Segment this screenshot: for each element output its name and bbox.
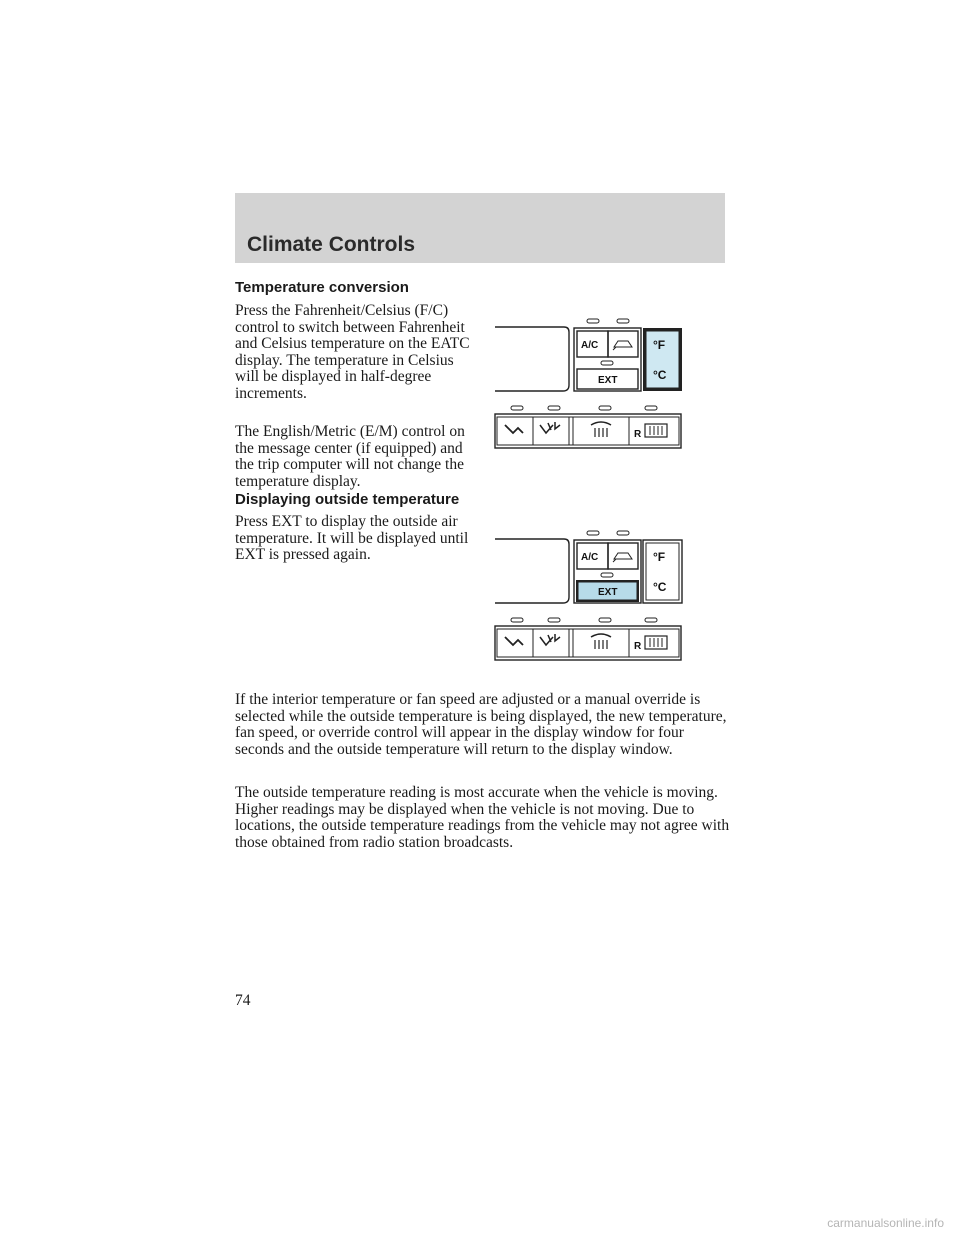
climate-panel-figure-fc (493, 315, 683, 465)
rear-defrost-icon[interactable] (634, 424, 667, 440)
paragraph-fc-control: Press the Fahrenheit/Celsius (F/C) control to switch between Fahrenheit and Celsius temperature on the EATC display. The temperature in Celsius will be displayed in half-degree increments. (235, 302, 470, 402)
indicator-light (599, 618, 611, 622)
fahrenheit-label: °F (653, 338, 666, 352)
panel-vent-icon[interactable] (505, 637, 523, 645)
heading-displaying-outside-temperature: Displaying outside temperature (235, 491, 460, 508)
indicator-light (645, 618, 657, 622)
section-header-band (235, 193, 725, 263)
windshield-defrost-icon[interactable] (591, 422, 611, 437)
ext-label: EXT (598, 375, 618, 386)
climate-panel-figure-ext (493, 527, 683, 677)
rear-defrost-icon[interactable] (634, 636, 667, 652)
rear-defrost-label: R (634, 641, 642, 652)
indicator-light (617, 531, 629, 535)
car-recirculation-icon (613, 553, 632, 562)
celsius-label: °C (653, 368, 667, 382)
paragraph-ext-button: Press EXT to display the outside air temperature. It will be displayed until EXT is pressed again. (235, 513, 469, 563)
fahrenheit-label: °F (653, 550, 666, 564)
page-number: 74 (235, 992, 251, 1009)
indicator-light (548, 618, 560, 622)
recirculation-button[interactable] (608, 543, 638, 569)
indicator-light (601, 361, 613, 365)
indicator-light (511, 618, 523, 622)
paragraph-em-control: The English/Metric (E/M) control on the message center (if equipped) and the trip computer will not change the temperature display. (235, 423, 465, 490)
panel-vent-icon[interactable] (505, 425, 523, 433)
floor-defrost-icon[interactable] (540, 422, 560, 433)
car-recirculation-icon (613, 341, 632, 350)
indicator-light (645, 406, 657, 410)
ac-label: A/C (581, 552, 599, 563)
floor-defrost-icon[interactable] (540, 634, 560, 645)
indicator-light (617, 319, 629, 323)
heading-temperature-conversion: Temperature conversion (235, 279, 409, 296)
indicator-light (587, 531, 599, 535)
windshield-defrost-icon[interactable] (591, 634, 611, 649)
indicator-light (599, 406, 611, 410)
indicator-light (511, 406, 523, 410)
display-window-outline (495, 327, 569, 391)
indicator-light (548, 406, 560, 410)
indicator-light (601, 573, 613, 577)
mode-button-row (495, 626, 681, 660)
paragraph-override-behavior: If the interior temperature or fan speed are adjusted or a manual override is selected while the outside temperature is being displayed, the new temperature, fan speed, or override control will appear in the display window for four seconds and the outside temperature will return to the display window. (235, 691, 727, 758)
ac-label: A/C (581, 340, 599, 351)
ext-label: EXT (598, 587, 618, 598)
section-title: Climate Controls (247, 233, 416, 256)
rear-defrost-label: R (634, 429, 642, 440)
indicator-light (587, 319, 599, 323)
paragraph-reading-accuracy: The outside temperature reading is most accurate when the vehicle is moving. Higher readings may be displayed when the vehicle is not moving. Due to locations, the outside temperature readings from the vehicle may not agree with those obtained from radio station broadcasts. (235, 784, 730, 851)
celsius-label: °C (653, 580, 667, 594)
watermark: carmanualsonline.info (827, 1216, 944, 1230)
recirculation-button[interactable] (608, 331, 638, 357)
mode-button-row (495, 414, 681, 448)
display-window-outline (495, 539, 569, 603)
